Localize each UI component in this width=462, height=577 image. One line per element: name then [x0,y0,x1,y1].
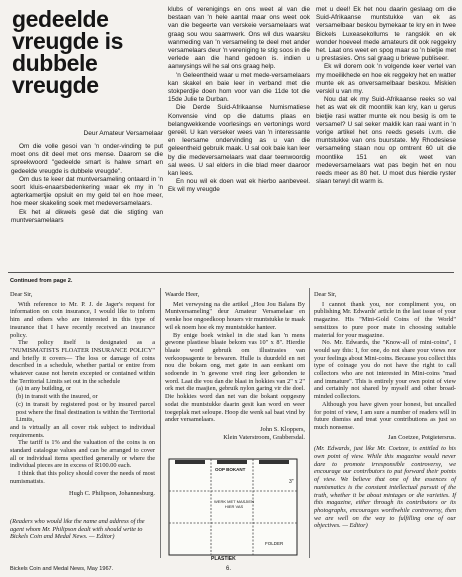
paragraph: Ek wil dorem ook 'n volgende keer vertel van my moeilikhede en hoe ek reggekry het en watter munte ek as onversamelbaar beskou. Miskien verskil u van my. [316,63,456,96]
afrikaans-column-3 [316,6,456,186]
diagram-side-label: 3" [289,479,294,485]
letter-signature: Hugh C. Philipson, Johannesburg. [69,489,155,497]
paragraph: No. Mr. Edwards, the "Know-all of mini-coins", I would say this: I, for one, do not share your views nor your feelings about Mini-coins. Because you collect this type of coinage you do not have the right to call collectors who are not interested in Mini-coins "mad and immature". This is entirely your own point of view and certainly not shared by myself and other broad-minded collectors. [314,339,456,401]
letter-salutation: Waarde Heer, [165,291,200,298]
paragraph: Met verwysing na die artikel „Hou Jou Balans By Muntversameling" deur Amateur Versamelaar en wenke hoe ongoedkoop houers vir muntstukke te maak wil ek noem hoe ek my muntstukke hanteer. [165,300,305,331]
page-number: 6. [226,566,232,572]
editor-note-coetzee: (Mr. Edwards, just like Mr. Coetzee, is entitled to his own point of view. While this magazine would never dare to promote irresponsible controversy, we encourage our contributors to put forward their points of view. We believe that one of the essences of numismatics is the constant intellectual pursuit of the truth, whether it be about mintages or die varieties. If this magazine, either through its contributors or its photographs, encourages worthwhile controversy, then we are well on the way to fulfilling one of our objectives. — Editor) [314,445,456,530]
paragraph: By enige boek winkel in die stad kan 'n mens gewone plastiese blaaie bekom vas 10" x 8". Hierdie blaaie word gebruik om illustrasies van verkoopsagente te bewaren. Hulle is duurdeld en net nou die bokam ong, met gate in aan eenkant om sodoende in 'n gewone vreë ring leer gebonden te word. Laat die vou dan die blaai in hokkies van 2" x 2" ork met die masjien, gebruik nylon garing vir die doel. Die hokkies word dan net van die bokant oopgesny sodat die muntstukke daarin gesit kan word en weer toegeplak met seloupe. Hoop die wenk sal baat vind by ander versamelaars. [165,331,305,424]
diagram-top-label: OOP BOKANT [215,467,246,472]
paragraph: En nou wil ek doen wat ek hierbo aanbeveel. Ek wil my vreugde [168,178,310,194]
letter-salutation: Dear Sir, [314,291,337,298]
paragraph: (c) in transit by registered post or by insured parcel post where the final destination is within the Territorial Limits, [16,400,155,424]
paragraph: met u deel! Ek het nou daarin geslaag om die Suid-Afrikaanse muntstukke van ek as versamelbaar beskou bymekaar te kry en in twee Bickels Luxeasekollums te rangskik en ek wonder hoeveel mede amateurs dit ook reggekry het. Laat ons weet en spog maar so 'n bietjie met u prestasies. Ons sal graag u briewe publiseer. [316,6,456,63]
letter-signature: Jan Coetzee, Potgietersrus. [388,433,456,441]
paragraph: (a) in any building, or [16,385,72,393]
letter-body [165,301,305,424]
paragraph: The tariff is 1% and the valuation of the coins is on standard catalogue values and can be arranged to cover all or individual items specified generally or where the individual pieces are in excess of R100.00 each. [10,439,155,470]
column-divider [160,288,161,558]
paragraph: Nou dat ek my Suid-Afrikaanse reeks so val het as wat ek dit moontlik kan kry, kan u gerus bietjie rasi watter munte ek nou besig is om te versamel? U sal seker maklik kan raai want in 'n vorige artikel het ons reeds gesels i.v.m. die muntstukke van ons buurstate. My Rhodesiese versameling staan nou op omtrent 60 uit die moontlike 151 en ek weet van medeversamelaars wat pas begin het en nou reeds meer as 80 het. U moet dus hierdie ryster slaan terwyl dit warm is. [316,96,456,186]
paragraph: klubs of verenigings en ons weet al van die bestaan van 'n hele aantal maar ons weet ook van die begeerte van verskeie versamelaars wat graag sou wou saamwerk. Ons wil dus waarsku wanmeding van 'n versameling te deel met ander versamelaars deur 'n vereniging te stig soos in die verlede aan die hand gedoen is. indien u aanwysings wil he sal ons graag help. [168,6,310,71]
editor-note-philipson: (Readers who would like the name and address of the agent whom Mr. Philipson dealt with should write to Bickels Coin and Medal News. — Editor) [10,518,145,541]
letter-signature: John S. Kloppers, Klein Vaterstroom, Grabbersdal. [223,425,305,441]
coin-folder-diagram [165,455,305,565]
section-divider [8,272,454,273]
paragraph: 'n Geleentheid waar u met mede-versamelaars kan skakel en baie leer in verband met die stokperdjie doen hom voor van die 11de tot die 15de Julie te Durban. [168,71,310,104]
paragraph: and is virtually an all cover risk subject to individual requirements. [10,423,155,439]
letter-philipson [10,291,155,497]
author-byline: Deur Amateur Versamelaar [83,130,163,137]
paragraph: The policy itself is designated as a "NUMISMATISTS FLOATER INSURANCE POLICY" and briefly it covers— The loss or damage of coins described in a schedule, whether partial or entire from whatever cause not herein excepted or contained within the Territorial Limits set out in the schedule [10,339,155,385]
diagram-folder-label: FOLDER [265,541,284,546]
letter-coetzee [314,291,456,530]
letter-kloppers [165,291,305,441]
paragraph: (b) in transit with the insured, or [16,393,98,401]
paragraph: Om dus te keer dat muntversameling ontaard in 'n soort kluis-enaarsbedenkering waar ek my in 'n agterkamertjie opsluit en my geld tel en hoe meer, hoe meer skakeling soek met medeversamelaars. [11,175,163,208]
letter-body [314,301,456,432]
col1-body [11,143,163,225]
column-divider [309,288,310,558]
headline: gedeelde vreugde is dubbele vreugde [12,6,124,98]
paragraph: Om die volle gesoi van 'n onder-vinding te put moet ons dit deel met ons mense. Daarom se die spreekwoord "gedeelde smart is halwe smart en gedeelde vreugde is dubbele vreugde". [11,143,163,175]
afrikaans-column-1 [11,130,163,225]
paragraph: I think that this policy should cover the needs of most numismatists. [10,470,155,485]
afrikaans-column-2 [168,6,310,195]
diagram-center-label: WERK MET MASJIEN HIER VAS [214,499,254,509]
letter-salutation: Dear Sir, [10,291,33,298]
paragraph: Ek het al dikwels gesê dat die stigting van muntversamelaars [11,208,163,224]
paragraph: I cannot thank you, nor compliment you, on publishing Mr. Edwards' article in the last issue of your magazine. His "Mini-Gold Coins of the World" sensitizes to pure poor mate in choosing suitable material for your magazine. [314,300,456,339]
continued-label: Continued from page 2. [10,278,73,284]
paragraph: Die Derde Suid-Afrikaanse Numismatiese Konvensie vind op die datums plaas en belangwekkende voorlesings en vertonings word gereël. U kan verseker wees van 'n interessante en leersame ondervinding as u van die geleentheid gebruik maak. U sal ook baie kan leer by die medeversamelaars wat daar teenwoordig sal wees. U sal elders in die blad meer daaroor kan lees. [168,104,310,178]
paragraph: With reference to Mr. P. J. de Jager's request for information on coin insurance, I would like to inform him and others who are interested in this type of insurance that I have recently received an insurance policy. [10,300,155,339]
diagram-bottom-label: PLASTIEK [211,556,236,562]
paragraph: Although you have given your honest, but uncalled for point of view, I am sure a number of readers will in future dismiss and treat your contributions as just so much nonsense. [314,400,456,431]
letter-body [10,301,155,486]
page-footer: Bickels Coin and Medal News, May 1967. [10,566,114,572]
